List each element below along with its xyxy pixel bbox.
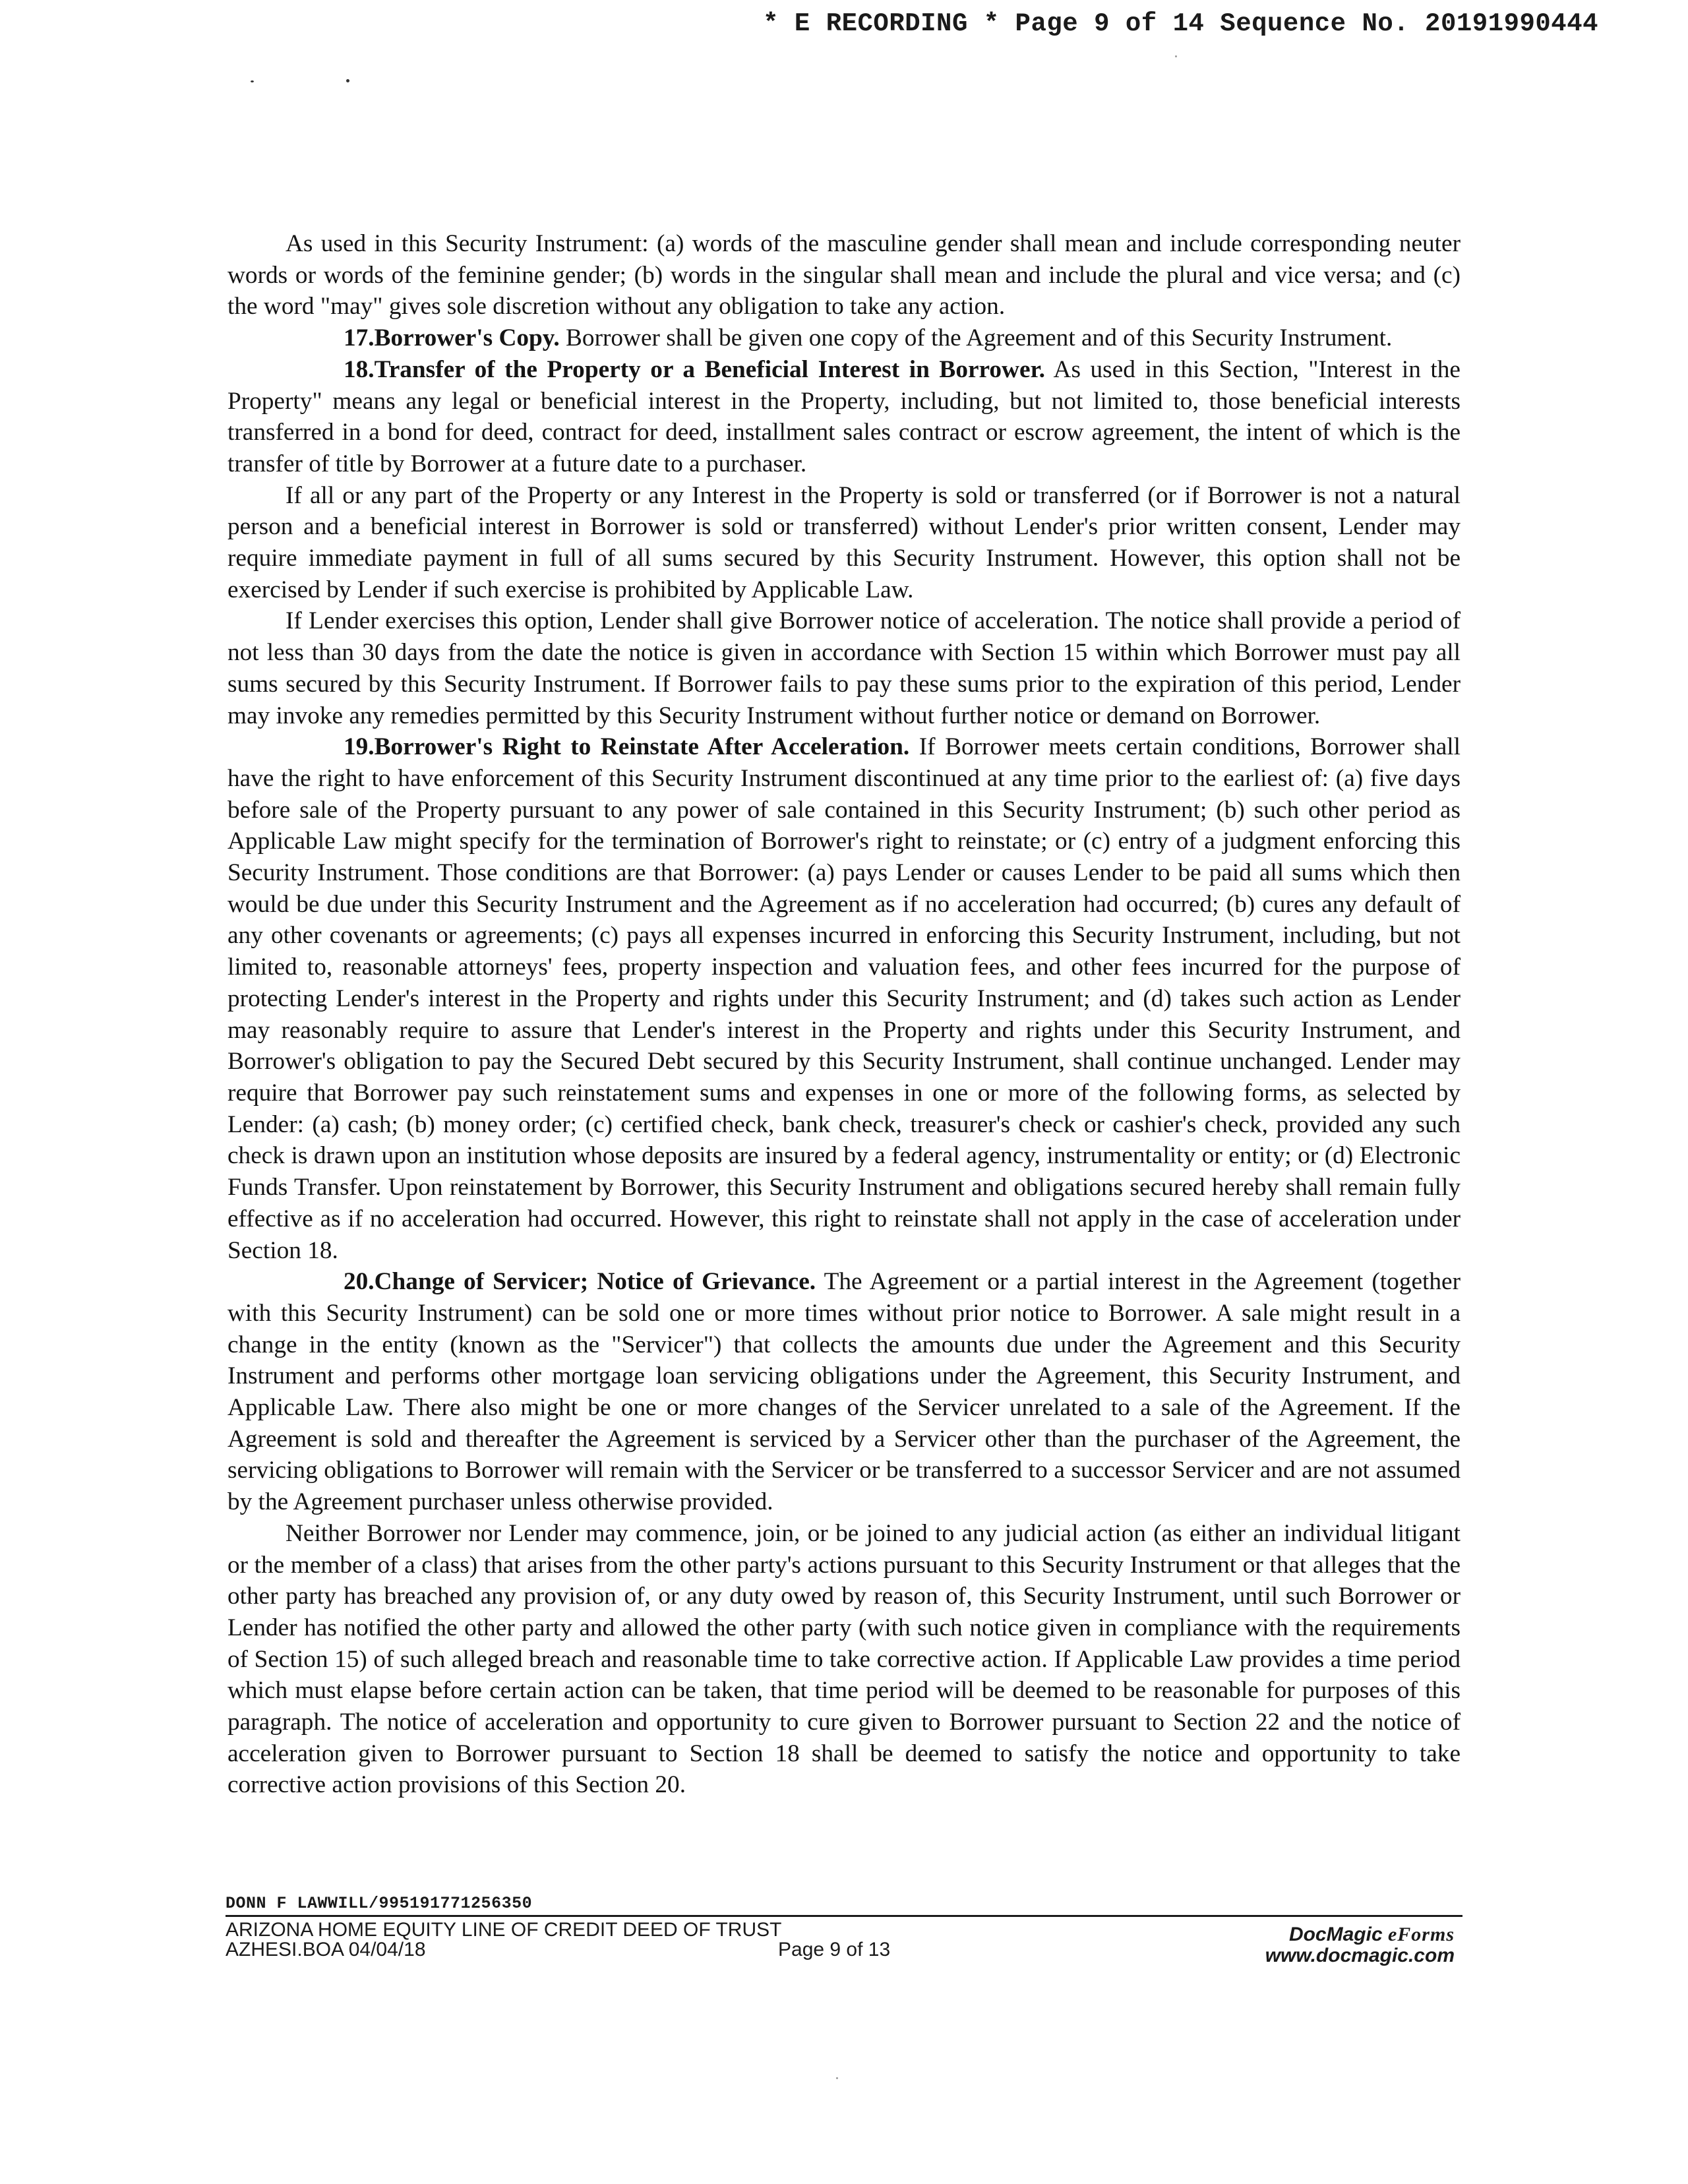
section-20-number: 20. (344, 1268, 375, 1296)
form-code: AZHESI.BOA 04/04/18 (226, 1939, 426, 1960)
section-17-title: Borrower's Copy. (374, 324, 560, 352)
section-18-title: Transfer of the Property or a Beneficial Interest in Borrower. (374, 355, 1045, 383)
form-title: ARIZONA HOME EQUITY LINE OF CREDIT DEED OF TRUST (226, 1919, 782, 1941)
section-19-title: Borrower's Right to Reinstate After Acceleration. (374, 733, 910, 761)
section-20-title: Change of Servicer; Notice of Grievance. (374, 1268, 816, 1296)
section-18-text: As used in this Section, "Interest in the Property" means any legal or beneficial interest in the Property, including, but not limited to, those beneficial interests transferred in a bond for deed, contract for deed, installment sales contract or escrow agreement, the intent of which is the transfer of title by Borrower at a future date to a purchaser. (227, 355, 1461, 477)
section-19 (227, 731, 1461, 1266)
recording-stamp: * E RECORDING * Page 9 of 14 Sequence No. 20191990444 (763, 9, 1598, 38)
scan-speck (836, 2077, 838, 2079)
brand-url: www.docmagic.com (1265, 1945, 1455, 1966)
footer-info-row (226, 1917, 1462, 1966)
section-19-text: If Borrower meets certain conditions, Borrower shall have the right to have enforcement of this Security Instrument discontinued at any time prior to the earliest of: (a) five days before sale of the Property pursuant to any power of sale contained in this Security Instrument; (b) such other period as Applicable Law might specify for the termination of Borrower's right to reinstate; or (c) entry of a judgment enforcing this Security Instrument. Those conditions are that Borrower: (a) pays Lender or causes Lender to be paid all sums which then would be due under this Security Instrument and the Agreement as if no acceleration had occurred; (b) cures any default of any other covenants or agreements; (c) pays all expenses incurred in enforcing this Security Instrument, including, but not limited to, reasonable attorneys' fees, property inspection and valuation fees, and other fees incurred for the purpose of protecting Lender's interest in the Property and rights under this Security Instrument; and (d) takes such action as Lender may reasonably require to assure that Lender's interest in the Property and rights under this Security Instrument, and Borrower's obligation to pay the Secured Debt secured by this Security Instrument, shall continue unchanged. Lender may require that Borrower pay such reinstatement sums and expenses in one or more of the following forms, as selected by Lender: (a) cash; (b) money order; (c) certified check, bank check, treasurer's check or cashier's check, provided any such check is drawn upon an institution whose deposits are insured by a federal agency, instrumentality or entity; or (d) Electronic Funds Transfer. Upon reinstatement by Borrower, this Security Instrument and obligations secured hereby shall remain fully effective as if no acceleration had occurred. However, this right to reinstate shall not apply in the case of acceleration under Section 18. (227, 733, 1461, 1264)
docmagic-logo (1289, 1925, 1455, 1945)
scan-speck (346, 79, 349, 82)
page-footer (226, 1894, 1462, 1966)
section-18-number: 18. (344, 355, 375, 383)
section-18-paragraph-2: If all or any part of the Property or any Interest in the Property is sold or transferred (or if Borrower is not a natural person and a beneficial interest in Borrower is sold or transferred) without Lender's prior written consent, Lender may require immediate payment in full of all sums secured by this Security Instrument. However, this option shall not be exercised by Lender if such exercise is prohibited by Applicable Law. (227, 481, 1461, 603)
document-body (227, 228, 1461, 1801)
brand-name: DocMagic (1288, 1924, 1383, 1945)
section-17 (227, 322, 1461, 354)
section-17-number: 17. (344, 324, 375, 352)
section-17-text: Borrower shall be given one copy of the Agreement and of this Security Instrument. (566, 324, 1393, 352)
brand-suffix: eForms (1387, 1924, 1455, 1945)
section-19-number: 19. (344, 733, 375, 761)
scan-speck (251, 80, 254, 82)
section-18-paragraph-3: If Lender exercises this option, Lender shall give Borrower notice of acceleration. The notice shall provide a period of not less than 30 days from the date the notice is given in accordance with Section 15 within which Borrower must pay all sums secured by this Security Instrument. If Borrower fails to pay these sums prior to the expiration of this period, Lender may invoke any remedies permitted by this Security Instrument without further notice or demand on Borrower. (227, 607, 1461, 729)
section-20-text: The Agreement or a partial interest in the Agreement (together with this Security Instrument) can be sold one or more times without prior notice to Borrower. A sale might result in a change in the entity (known as the "Servicer") that collects the amounts due under the Agreement and this Security Instrument and performs other mortgage loan servicing obligations under the Agreement, this Security Instrument, and Applicable Law. There also might be one or more changes of the Servicer unrelated to a sale of the Agreement. If the Agreement is sold and thereafter the Agreement is serviced by a Servicer other than the purchaser of the Agreement, the servicing obligations to Borrower will remain with the Servicer or be transferred to a successor Servicer and are not assumed by the Agreement purchaser unless otherwise provided. (227, 1268, 1461, 1516)
definitions-paragraph: As used in this Security Instrument: (a) words of the masculine gender shall mean and include corresponding neuter words or words of the feminine gender; (b) words in the singular shall mean and include the plural and vice versa; and (c) the word "may" gives sole discretion without any obligation to take any action. (227, 230, 1461, 320)
section-18 (227, 354, 1461, 480)
section-20 (227, 1266, 1461, 1518)
scan-speck (1175, 55, 1177, 57)
borrower-loan-line: DONN F LAWWILL/995191771256350 (226, 1894, 533, 1913)
section-20-paragraph-2: Neither Borrower nor Lender may commence, join, or be joined to any judicial action (as either an individual litigant or the member of a class) that arises from the other party's actions pursuant to this Security Instrument or that alleges that the other party has breached any provision of, or any duty owed by reason of, this Security Instrument, until such Borrower or Lender has notified the other party and allowed the other party (with such notice given in compliance with the requirements of Section 15) of such alleged breach and reasonable time to take corrective action. If Applicable Law provides a time period which must elapse before certain action can be taken, that time period will be deemed to be reasonable for purposes of this paragraph. The notice of acceleration and opportunity to cure given to Borrower pursuant to Section 22 and the notice of acceleration given to Borrower pursuant to Section 18 shall be deemed to satisfy the notice and opportunity to take corrective action provisions of this Section 20. (227, 1519, 1461, 1799)
page-number: Page 9 of 13 (778, 1939, 891, 1960)
